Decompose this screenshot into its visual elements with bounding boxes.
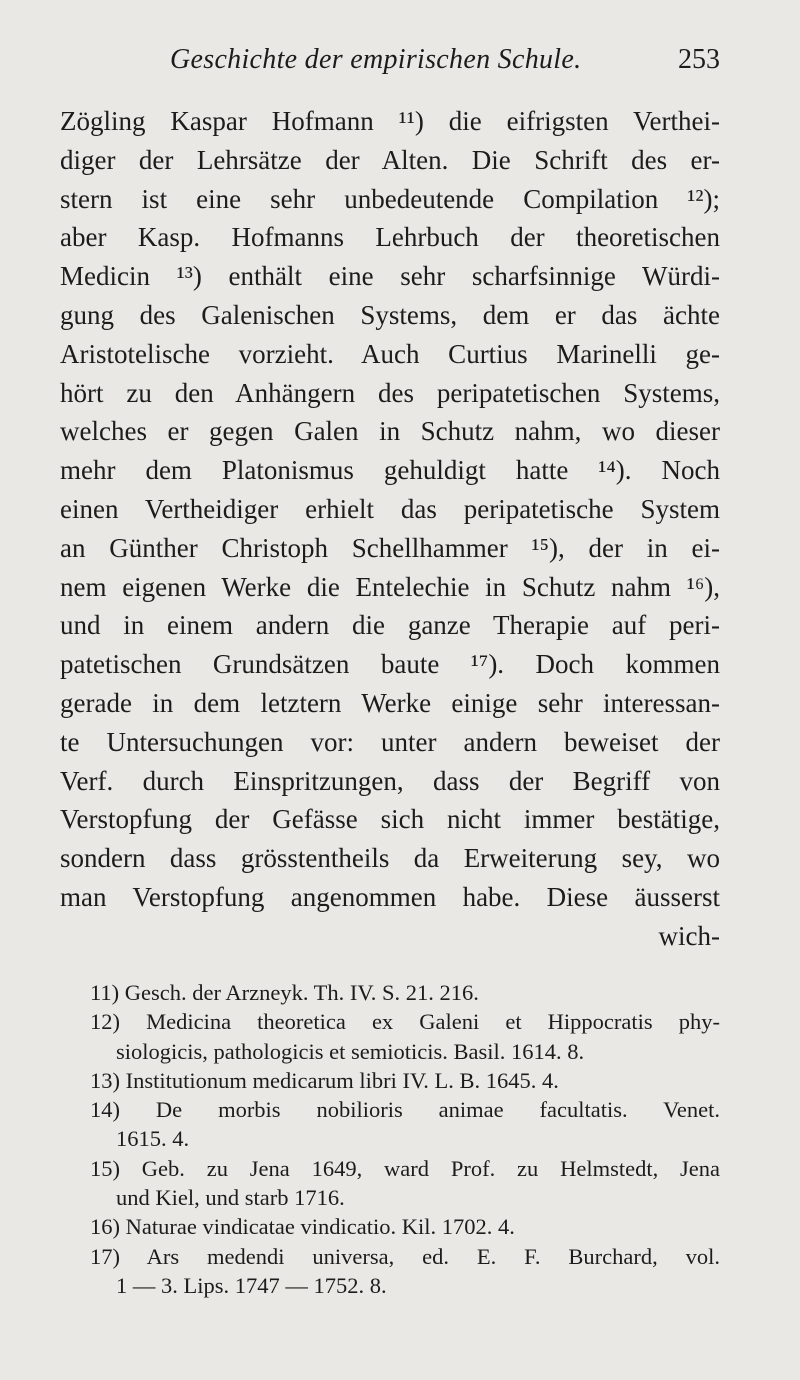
body-line: Aristotelische vorzieht. Auch Curtius Marinelli ge-: [60, 338, 720, 369]
body-line: Verf. durch Einspritzungen, dass der Begriff von: [60, 765, 720, 796]
running-title: Geschichte der empirischen Schule.: [170, 44, 582, 75]
footnote-line: siologicis, pathologicis et semioticis. Basil. 1614. 8.: [116, 1038, 585, 1064]
body-line: gung des Galenischen Systems, dem er das ächte: [60, 299, 720, 330]
body-line: te Untersuchungen vor: unter andern beweiset der: [60, 726, 720, 757]
body-line: stern ist eine sehr unbedeutende Compilation ¹²);: [60, 183, 720, 214]
footnote-line: 12) Medicina theoretica ex Galeni et Hippocratis phy-: [90, 1009, 720, 1035]
footnote-line: 17) Ars medendi universa, ed. E. F. Burchard, vol.: [90, 1243, 720, 1269]
body-line: Medicin ¹³) enthält eine sehr scharfsinnige Würdi-: [60, 261, 720, 292]
body-line: man Verstopfung angenommen habe. Diese äusserst: [60, 881, 720, 912]
body-line: Zögling Kaspar Hofmann ¹¹) die eifrigsten Verthei-: [60, 106, 720, 136]
catchword: wich-: [658, 920, 720, 951]
body-line: sondern dass grösstentheils da Erweiterung sey, wo: [60, 843, 720, 874]
body-line: welches er gegen Galen in Schutz nahm, wo dieser: [60, 416, 720, 447]
body-line: an Günther Christoph Schellhammer ¹⁵), der in ei-: [60, 532, 720, 563]
footnote-line: 1615. 4.: [116, 1126, 190, 1152]
body-line: Verstopfung der Gefässe sich nicht immer bestätige,: [60, 804, 720, 835]
footnote-line: 15) Geb. zu Jena 1649, ward Prof. zu Helmstedt, Jena: [90, 1155, 720, 1181]
body-line: einen Vertheidiger erhielt das peripatetische System: [60, 493, 720, 524]
body-line: gerade in dem letztern Werke einige sehr interessan-: [60, 687, 720, 718]
body-line: mehr dem Platonismus gehuldigt hatte ¹⁴). Noch: [60, 455, 720, 486]
body-line: patetischen Grundsätzen baute ¹⁷). Doch kommen: [60, 649, 720, 680]
footnote-line: und Kiel, und starb 1716.: [116, 1185, 345, 1211]
page-number: 253: [678, 44, 720, 75]
footnotes: [90, 978, 720, 1300]
footnote-line: 1 — 3. Lips. 1747 — 1752. 8.: [116, 1272, 387, 1298]
body-line: aber Kasp. Hofmanns Lehrbuch der theoretischen: [60, 222, 720, 253]
footnote-line: 14) De morbis nobilioris animae facultatis. Venet.: [90, 1097, 720, 1123]
body-text: [60, 102, 720, 956]
body-line: hört zu den Anhängern des peripatetischen Systems,: [60, 377, 720, 408]
body-line: und in einem andern die ganze Therapie auf peri-: [60, 610, 720, 641]
body-line: nem eigenen Werke die Entelechie in Schutz nahm ¹⁶),: [60, 571, 720, 602]
body-line: diger der Lehrsätze der Alten. Die Schrift des er-: [60, 144, 720, 175]
footnote-line: 11) Gesch. der Arzneyk. Th. IV. S. 21. 216.: [90, 980, 479, 1005]
running-header: [60, 44, 720, 84]
footnote-line: 16) Naturae vindicatae vindicatio. Kil. 1702. 4.: [90, 1214, 515, 1240]
footnote-line: 13) Institutionum medicarum libri IV. L. B. 1645. 4.: [90, 1067, 559, 1093]
